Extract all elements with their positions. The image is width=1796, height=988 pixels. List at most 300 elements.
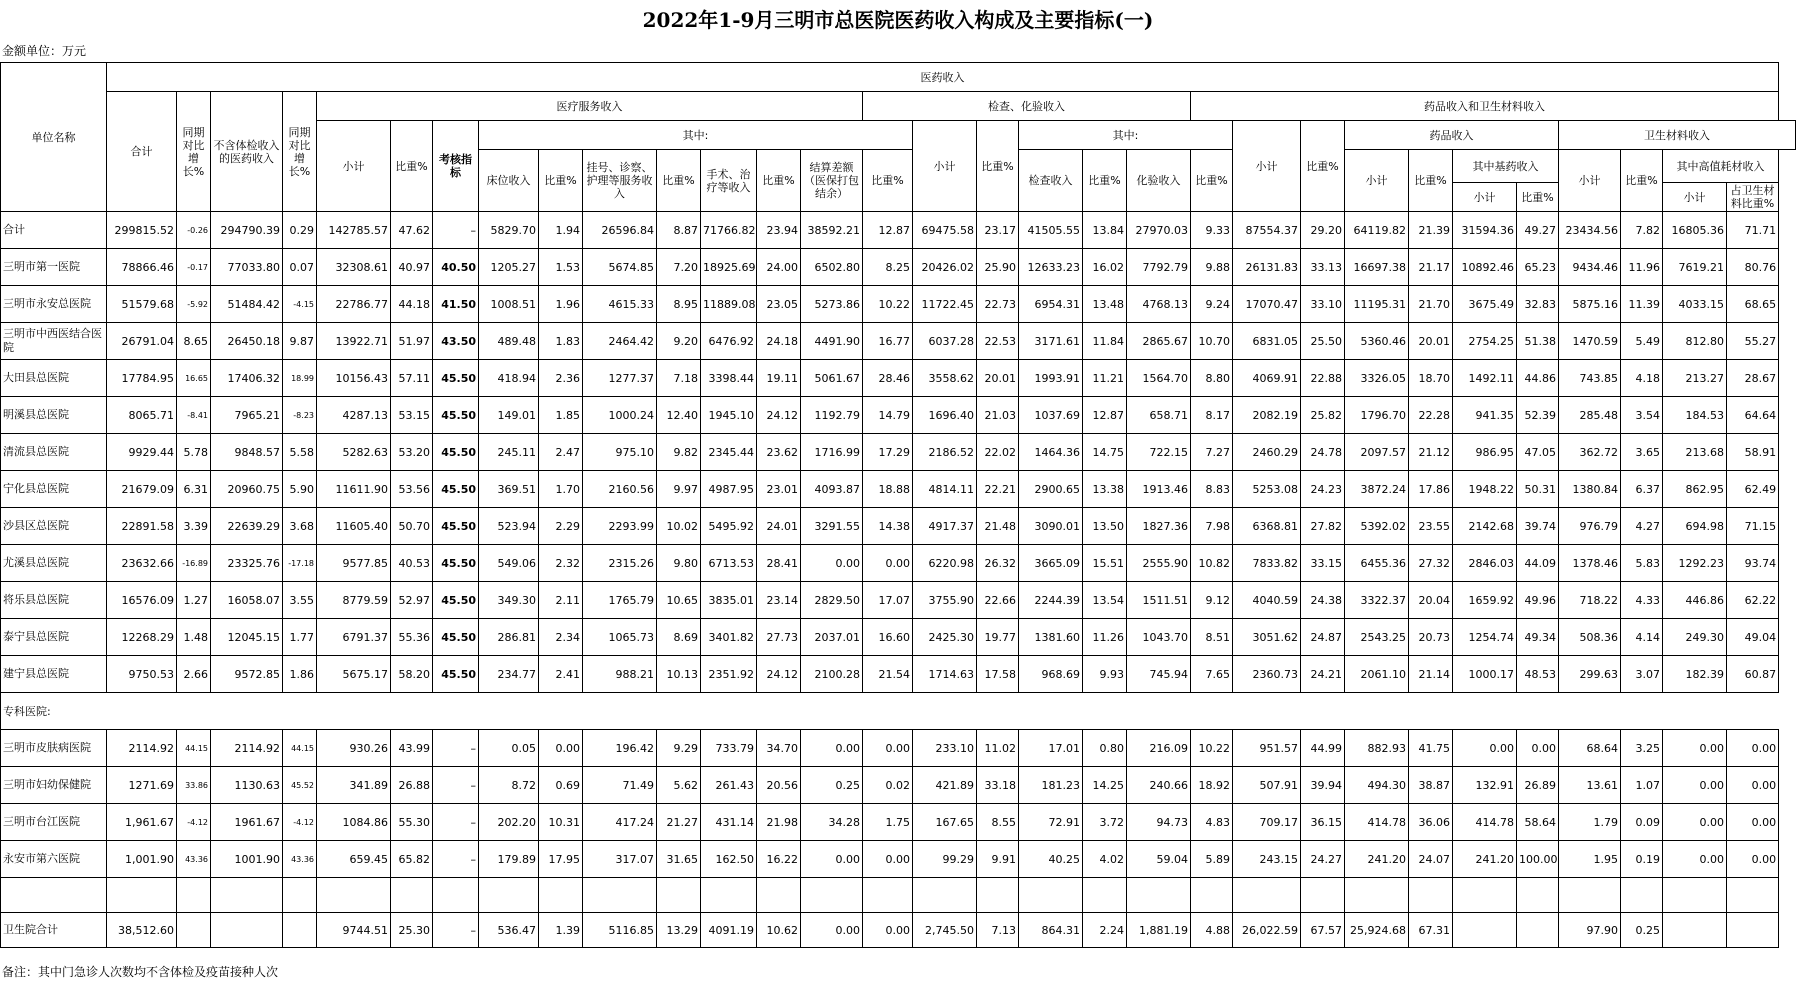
- value-cell: 45.50: [433, 434, 479, 471]
- value-cell: 31.65: [657, 841, 701, 878]
- header-basic-drug: 其中基药收入: [1453, 150, 1559, 183]
- value-cell: 1,961.67: [107, 804, 177, 841]
- value-cell: 97.90: [1559, 913, 1621, 948]
- value-cell: 34.70: [757, 730, 801, 767]
- value-cell: –: [433, 804, 479, 841]
- value-cell: 249.30: [1663, 619, 1727, 656]
- value-cell: 1205.27: [479, 249, 539, 286]
- value-cell: 8.69: [657, 619, 701, 656]
- header-basic-drug-subtotal: 小计: [1453, 183, 1517, 212]
- value-cell: 4491.90: [801, 323, 863, 360]
- value-cell: 0.07: [283, 249, 317, 286]
- empty-cell: [283, 878, 317, 913]
- value-cell: 71766.82: [701, 212, 757, 249]
- value-cell: 44.86: [1517, 360, 1559, 397]
- value-cell: 21.54: [863, 656, 913, 693]
- value-cell: 8.65: [177, 323, 211, 360]
- value-cell: 8065.71: [107, 397, 177, 434]
- value-cell: 3398.44: [701, 360, 757, 397]
- value-cell: 22.28: [1409, 397, 1453, 434]
- value-cell: 32308.61: [317, 249, 391, 286]
- value-cell: 13.48: [1083, 286, 1127, 323]
- value-cell: 1000.17: [1453, 656, 1517, 693]
- value-cell: 9.82: [657, 434, 701, 471]
- value-cell: 7.98: [1191, 508, 1233, 545]
- value-cell: 100.00: [1517, 841, 1559, 878]
- value-cell: 7833.82: [1233, 545, 1301, 582]
- value-cell: 45.50: [433, 471, 479, 508]
- value-cell: 0.25: [801, 767, 863, 804]
- value-cell: 22.88: [1301, 360, 1345, 397]
- value-cell: 0.00: [1663, 841, 1727, 878]
- header-settle: 结算差额（医保打包结余）: [801, 150, 863, 212]
- value-cell: 349.30: [479, 582, 539, 619]
- value-cell: 951.57: [1233, 730, 1301, 767]
- value-cell: 3.39: [177, 508, 211, 545]
- value-cell: 9.80: [657, 545, 701, 582]
- value-cell: 369.51: [479, 471, 539, 508]
- value-cell: 11.39: [1621, 286, 1663, 323]
- header-bed-ratio: 比重%: [539, 150, 583, 212]
- value-cell: 22.21: [977, 471, 1019, 508]
- value-cell: 8.80: [1191, 360, 1233, 397]
- header-total: 合计: [107, 92, 177, 212]
- value-cell: 13.50: [1083, 508, 1127, 545]
- value-cell: 3.72: [1083, 804, 1127, 841]
- value-cell: 25.90: [977, 249, 1019, 286]
- value-cell: 2061.10: [1345, 656, 1409, 693]
- value-cell: 2360.73: [1233, 656, 1301, 693]
- value-cell: 4987.95: [701, 471, 757, 508]
- value-cell: 23325.76: [211, 545, 283, 582]
- value-cell: 10.62: [757, 913, 801, 948]
- value-cell: 44.15: [283, 730, 317, 767]
- value-cell: 21.48: [977, 508, 1019, 545]
- value-cell: 23.94: [757, 212, 801, 249]
- empty-cell: [701, 878, 757, 913]
- header-drug-income: 药品收入: [1345, 121, 1559, 150]
- value-cell: 245.11: [479, 434, 539, 471]
- value-cell: 299815.52: [107, 212, 177, 249]
- value-cell: 417.24: [583, 804, 657, 841]
- value-cell: 8.95: [657, 286, 701, 323]
- value-cell: 446.86: [1663, 582, 1727, 619]
- value-cell: 26.89: [1517, 767, 1559, 804]
- value-cell: 53.15: [391, 397, 433, 434]
- value-cell: 16058.07: [211, 582, 283, 619]
- unit-label: 金额单位：万元: [2, 44, 87, 58]
- value-cell: 2100.28: [801, 656, 863, 693]
- empty-cell: [1663, 878, 1727, 913]
- table-row: [1, 397, 1796, 434]
- value-cell: 14.38: [863, 508, 913, 545]
- value-cell: 5116.85: [583, 913, 657, 948]
- unit-name-cell: 大田县总医院: [1, 360, 107, 397]
- value-cell: 2315.26: [583, 545, 657, 582]
- value-cell: 27970.03: [1127, 212, 1191, 249]
- value-cell: 1001.90: [211, 841, 283, 878]
- value-cell: 1.94: [539, 212, 583, 249]
- value-cell: 3.54: [1621, 397, 1663, 434]
- value-cell: 27.32: [1409, 545, 1453, 582]
- table-row: [1, 582, 1796, 619]
- value-cell: 6476.92: [701, 323, 757, 360]
- value-cell: 5282.63: [317, 434, 391, 471]
- value-cell: 26.88: [391, 767, 433, 804]
- value-cell: 10.82: [1191, 545, 1233, 582]
- value-cell: 33.10: [1301, 286, 1345, 323]
- empty-cell: [539, 878, 583, 913]
- value-cell: 0.00: [1727, 841, 1779, 878]
- value-cell: 72.91: [1019, 804, 1083, 841]
- value-cell: 4033.15: [1663, 286, 1727, 323]
- value-cell: 549.06: [479, 545, 539, 582]
- value-cell: 17.86: [1409, 471, 1453, 508]
- value-cell: 2114.92: [107, 730, 177, 767]
- table-row: [1, 323, 1796, 360]
- value-cell: 21.39: [1409, 212, 1453, 249]
- empty-cell: [433, 878, 479, 913]
- value-cell: 11605.40: [317, 508, 391, 545]
- empty-cell: [801, 878, 863, 913]
- value-cell: 1659.92: [1453, 582, 1517, 619]
- header-material-income: 卫生材料收入: [1559, 121, 1796, 150]
- value-cell: 2425.30: [913, 619, 977, 656]
- value-cell: 26131.83: [1233, 249, 1301, 286]
- value-cell: 58.20: [391, 656, 433, 693]
- value-cell: 184.53: [1663, 397, 1727, 434]
- value-cell: 9848.57: [211, 434, 283, 471]
- value-cell: 1.39: [539, 913, 583, 948]
- value-cell: 11.96: [1621, 249, 1663, 286]
- value-cell: –: [433, 913, 479, 948]
- value-cell: 6.31: [177, 471, 211, 508]
- empty-cell: [211, 878, 283, 913]
- header-exam-income: 检查、化验收入: [863, 92, 1191, 121]
- header-excl-income: 不含体检收入的医药收入: [211, 92, 283, 212]
- value-cell: 17406.32: [211, 360, 283, 397]
- value-cell: 2865.67: [1127, 323, 1191, 360]
- value-cell: 733.79: [701, 730, 757, 767]
- value-cell: 3755.90: [913, 582, 977, 619]
- value-cell: -8.41: [177, 397, 211, 434]
- value-cell: 4091.19: [701, 913, 757, 948]
- value-cell: 20.04: [1409, 582, 1453, 619]
- value-cell: 12045.15: [211, 619, 283, 656]
- value-cell: 10.02: [657, 508, 701, 545]
- value-cell: 3291.55: [801, 508, 863, 545]
- value-cell: 24.38: [1301, 582, 1345, 619]
- value-cell: 20.56: [757, 767, 801, 804]
- value-cell: 11722.45: [913, 286, 977, 323]
- value-cell: 10.31: [539, 804, 583, 841]
- unit-name-cell: 尤溪县总医院: [1, 545, 107, 582]
- value-cell: 3675.49: [1453, 286, 1517, 323]
- value-cell: 4917.37: [913, 508, 977, 545]
- value-cell: 26.32: [977, 545, 1019, 582]
- header-exam-subtotal: 小计: [913, 121, 977, 212]
- empty-cell: [107, 878, 177, 913]
- value-cell: 9.93: [1083, 656, 1127, 693]
- value-cell: 10.13: [657, 656, 701, 693]
- value-cell: 0.00: [1517, 730, 1559, 767]
- value-cell: 17.58: [977, 656, 1019, 693]
- value-cell: 1470.59: [1559, 323, 1621, 360]
- value-cell: 9577.85: [317, 545, 391, 582]
- value-cell: 1492.11: [1453, 360, 1517, 397]
- value-cell: -4.12: [283, 804, 317, 841]
- value-cell: 5061.67: [801, 360, 863, 397]
- value-cell: 0.02: [863, 767, 913, 804]
- value-cell: 26,022.59: [1233, 913, 1301, 948]
- value-cell: 21.03: [977, 397, 1019, 434]
- value-cell: 3665.09: [1019, 545, 1083, 582]
- section-row: [1, 693, 1796, 730]
- value-cell: –: [433, 767, 479, 804]
- value-cell: 59.04: [1127, 841, 1191, 878]
- value-cell: 1084.86: [317, 804, 391, 841]
- value-cell: 1130.63: [211, 767, 283, 804]
- value-cell: 421.89: [913, 767, 977, 804]
- value-cell: 3.25: [1621, 730, 1663, 767]
- value-cell: -4.15: [283, 286, 317, 323]
- value-cell: 9.87: [283, 323, 317, 360]
- value-cell: 1716.99: [801, 434, 863, 471]
- value-cell: 43.36: [177, 841, 211, 878]
- empty-cell: [1301, 878, 1345, 913]
- header-drug-ratio: 比重%: [1409, 150, 1453, 212]
- value-cell: 4287.13: [317, 397, 391, 434]
- header-high-value-subtotal: 小计: [1663, 183, 1727, 212]
- value-cell: 49.34: [1517, 619, 1559, 656]
- value-cell: 7.65: [1191, 656, 1233, 693]
- value-cell: -16.89: [177, 545, 211, 582]
- header-drug-material-income: 药品收入和卫生材料收入: [1191, 92, 1779, 121]
- value-cell: 718.22: [1559, 582, 1621, 619]
- value-cell: 10.70: [1191, 323, 1233, 360]
- value-cell: 1.27: [177, 582, 211, 619]
- value-cell: 0.00: [863, 913, 913, 948]
- unit-name-cell: 明溪县总医院: [1, 397, 107, 434]
- value-cell: 16576.09: [107, 582, 177, 619]
- value-cell: 6455.36: [1345, 545, 1409, 582]
- value-cell: 68.65: [1727, 286, 1779, 323]
- value-cell: 20.01: [1409, 323, 1453, 360]
- value-cell: 0.00: [863, 841, 913, 878]
- header-reg-ratio: 比重%: [657, 150, 701, 212]
- value-cell: 19.11: [757, 360, 801, 397]
- value-cell: 5674.85: [583, 249, 657, 286]
- empty-cell: [1517, 878, 1559, 913]
- value-cell: 27.73: [757, 619, 801, 656]
- value-cell: 182.39: [1663, 656, 1727, 693]
- value-cell: 23.17: [977, 212, 1019, 249]
- value-cell: 23.55: [1409, 508, 1453, 545]
- empty-cell: [1727, 878, 1779, 913]
- value-cell: 22.73: [977, 286, 1019, 323]
- value-cell: 65.23: [1517, 249, 1559, 286]
- unit-name-cell: 合计: [1, 212, 107, 249]
- value-cell: 23632.66: [107, 545, 177, 582]
- value-cell: 6.37: [1621, 471, 1663, 508]
- value-cell: 4.33: [1621, 582, 1663, 619]
- header-exam-item-ratio: 比重%: [1083, 150, 1127, 212]
- empty-cell: [1621, 878, 1663, 913]
- value-cell: 40.50: [433, 249, 479, 286]
- value-cell: 2.34: [539, 619, 583, 656]
- value-cell: 24.21: [1301, 656, 1345, 693]
- header-reg: 挂号、诊察、护理等服务收入: [583, 150, 657, 212]
- value-cell: 3090.01: [1019, 508, 1083, 545]
- table-row: [1, 656, 1796, 693]
- value-cell: 14.25: [1083, 767, 1127, 804]
- value-cell: 196.42: [583, 730, 657, 767]
- value-cell: 18.99: [283, 360, 317, 397]
- value-cell: 27.82: [1301, 508, 1345, 545]
- value-cell: 53.20: [391, 434, 433, 471]
- value-cell: 3171.61: [1019, 323, 1083, 360]
- value-cell: 18925.69: [701, 249, 757, 286]
- value-cell: 0.29: [283, 212, 317, 249]
- value-cell: 0.05: [479, 730, 539, 767]
- value-cell: 4.88: [1191, 913, 1233, 948]
- unit-name-cell: 清流县总医院: [1, 434, 107, 471]
- empty-cell: [757, 878, 801, 913]
- value-cell: 20.01: [977, 360, 1019, 397]
- value-cell: 28.41: [757, 545, 801, 582]
- value-cell: 243.15: [1233, 841, 1301, 878]
- value-cell: 1271.69: [107, 767, 177, 804]
- value-cell: 11.21: [1083, 360, 1127, 397]
- empty-cell: [1559, 878, 1621, 913]
- value-cell: 5.62: [657, 767, 701, 804]
- value-cell: 2.41: [539, 656, 583, 693]
- value-cell: 2082.19: [1233, 397, 1301, 434]
- value-cell: 34.28: [801, 804, 863, 841]
- value-cell: 28.67: [1727, 360, 1779, 397]
- value-cell: 94.73: [1127, 804, 1191, 841]
- value-cell: 3322.37: [1345, 582, 1409, 619]
- value-cell: 25,924.68: [1345, 913, 1409, 948]
- value-cell: 44.18: [391, 286, 433, 323]
- value-cell: 17070.47: [1233, 286, 1301, 323]
- value-cell: 9572.85: [211, 656, 283, 693]
- value-cell: 43.36: [283, 841, 317, 878]
- value-cell: 8.55: [977, 804, 1019, 841]
- value-cell: 1765.79: [583, 582, 657, 619]
- value-cell: 508.36: [1559, 619, 1621, 656]
- value-cell: 1945.10: [701, 397, 757, 434]
- value-cell: 11195.31: [1345, 286, 1409, 323]
- header-unit-name: 单位名称: [1, 63, 107, 212]
- table-row: [1, 841, 1796, 878]
- value-cell: 1,001.90: [107, 841, 177, 878]
- value-cell: 19.77: [977, 619, 1019, 656]
- value-cell: 11611.90: [317, 471, 391, 508]
- header-service-income: 医疗服务收入: [317, 92, 863, 121]
- value-cell: 941.35: [1453, 397, 1517, 434]
- value-cell: 132.91: [1453, 767, 1517, 804]
- value-cell: 41505.55: [1019, 212, 1083, 249]
- value-cell: 68.64: [1559, 730, 1621, 767]
- value-cell: 39.94: [1301, 767, 1345, 804]
- value-cell: 2.11: [539, 582, 583, 619]
- value-cell: 45.50: [433, 508, 479, 545]
- value-cell: 1008.51: [479, 286, 539, 323]
- value-cell: 12.40: [657, 397, 701, 434]
- value-cell: 523.94: [479, 508, 539, 545]
- value-cell: –: [433, 841, 479, 878]
- value-cell: 11.02: [977, 730, 1019, 767]
- value-cell: 0.00: [1663, 767, 1727, 804]
- value-cell: 294790.39: [211, 212, 283, 249]
- value-cell: 1.53: [539, 249, 583, 286]
- value-cell: 5253.08: [1233, 471, 1301, 508]
- value-cell: 812.80: [1663, 323, 1727, 360]
- value-cell: 21.70: [1409, 286, 1453, 323]
- header-service-subtotal: 小计: [317, 121, 391, 212]
- value-cell: 9.20: [657, 323, 701, 360]
- value-cell: 2160.56: [583, 471, 657, 508]
- value-cell: 986.95: [1453, 434, 1517, 471]
- value-cell: 18.88: [863, 471, 913, 508]
- value-cell: 2345.44: [701, 434, 757, 471]
- table-row: [1, 913, 1796, 948]
- header-drug-subtotal: 小计: [1345, 150, 1409, 212]
- value-cell: 202.20: [479, 804, 539, 841]
- value-cell: 1714.63: [913, 656, 977, 693]
- value-cell: 33.18: [977, 767, 1019, 804]
- unit-name-cell: 三明市中西医结合医院: [1, 323, 107, 360]
- header-drugmat-subtotal: 小计: [1233, 121, 1301, 212]
- value-cell: 241.20: [1453, 841, 1517, 878]
- value-cell: 33.15: [1301, 545, 1345, 582]
- value-cell: 52.97: [391, 582, 433, 619]
- value-cell: 179.89: [479, 841, 539, 878]
- value-cell: 17.07: [863, 582, 913, 619]
- income-table: [0, 62, 1796, 948]
- table-row: [1, 730, 1796, 767]
- value-cell: 1192.79: [801, 397, 863, 434]
- value-cell: 45.52: [283, 767, 317, 804]
- value-cell: 4768.13: [1127, 286, 1191, 323]
- value-cell: 2829.50: [801, 582, 863, 619]
- table-body: [1, 212, 1796, 948]
- value-cell: 8.72: [479, 767, 539, 804]
- value-cell: 47.05: [1517, 434, 1559, 471]
- value-cell: 22891.58: [107, 508, 177, 545]
- value-cell: 1.75: [863, 804, 913, 841]
- value-cell: 23.14: [757, 582, 801, 619]
- value-cell: 6954.31: [1019, 286, 1083, 323]
- value-cell: 24.07: [1409, 841, 1453, 878]
- value-cell: 1277.37: [583, 360, 657, 397]
- value-cell: 51.97: [391, 323, 433, 360]
- value-cell: 71.49: [583, 767, 657, 804]
- value-cell: 23.62: [757, 434, 801, 471]
- value-cell: 29.20: [1301, 212, 1345, 249]
- value-cell: 25.30: [391, 913, 433, 948]
- value-cell: 5.83: [1621, 545, 1663, 582]
- value-cell: [1517, 913, 1559, 948]
- value-cell: 3872.24: [1345, 471, 1409, 508]
- value-cell: 21679.09: [107, 471, 177, 508]
- value-cell: 694.98: [1663, 508, 1727, 545]
- value-cell: 658.71: [1127, 397, 1191, 434]
- value-cell: -4.12: [177, 804, 211, 841]
- value-cell: 7.27: [1191, 434, 1233, 471]
- table-row: [1, 804, 1796, 841]
